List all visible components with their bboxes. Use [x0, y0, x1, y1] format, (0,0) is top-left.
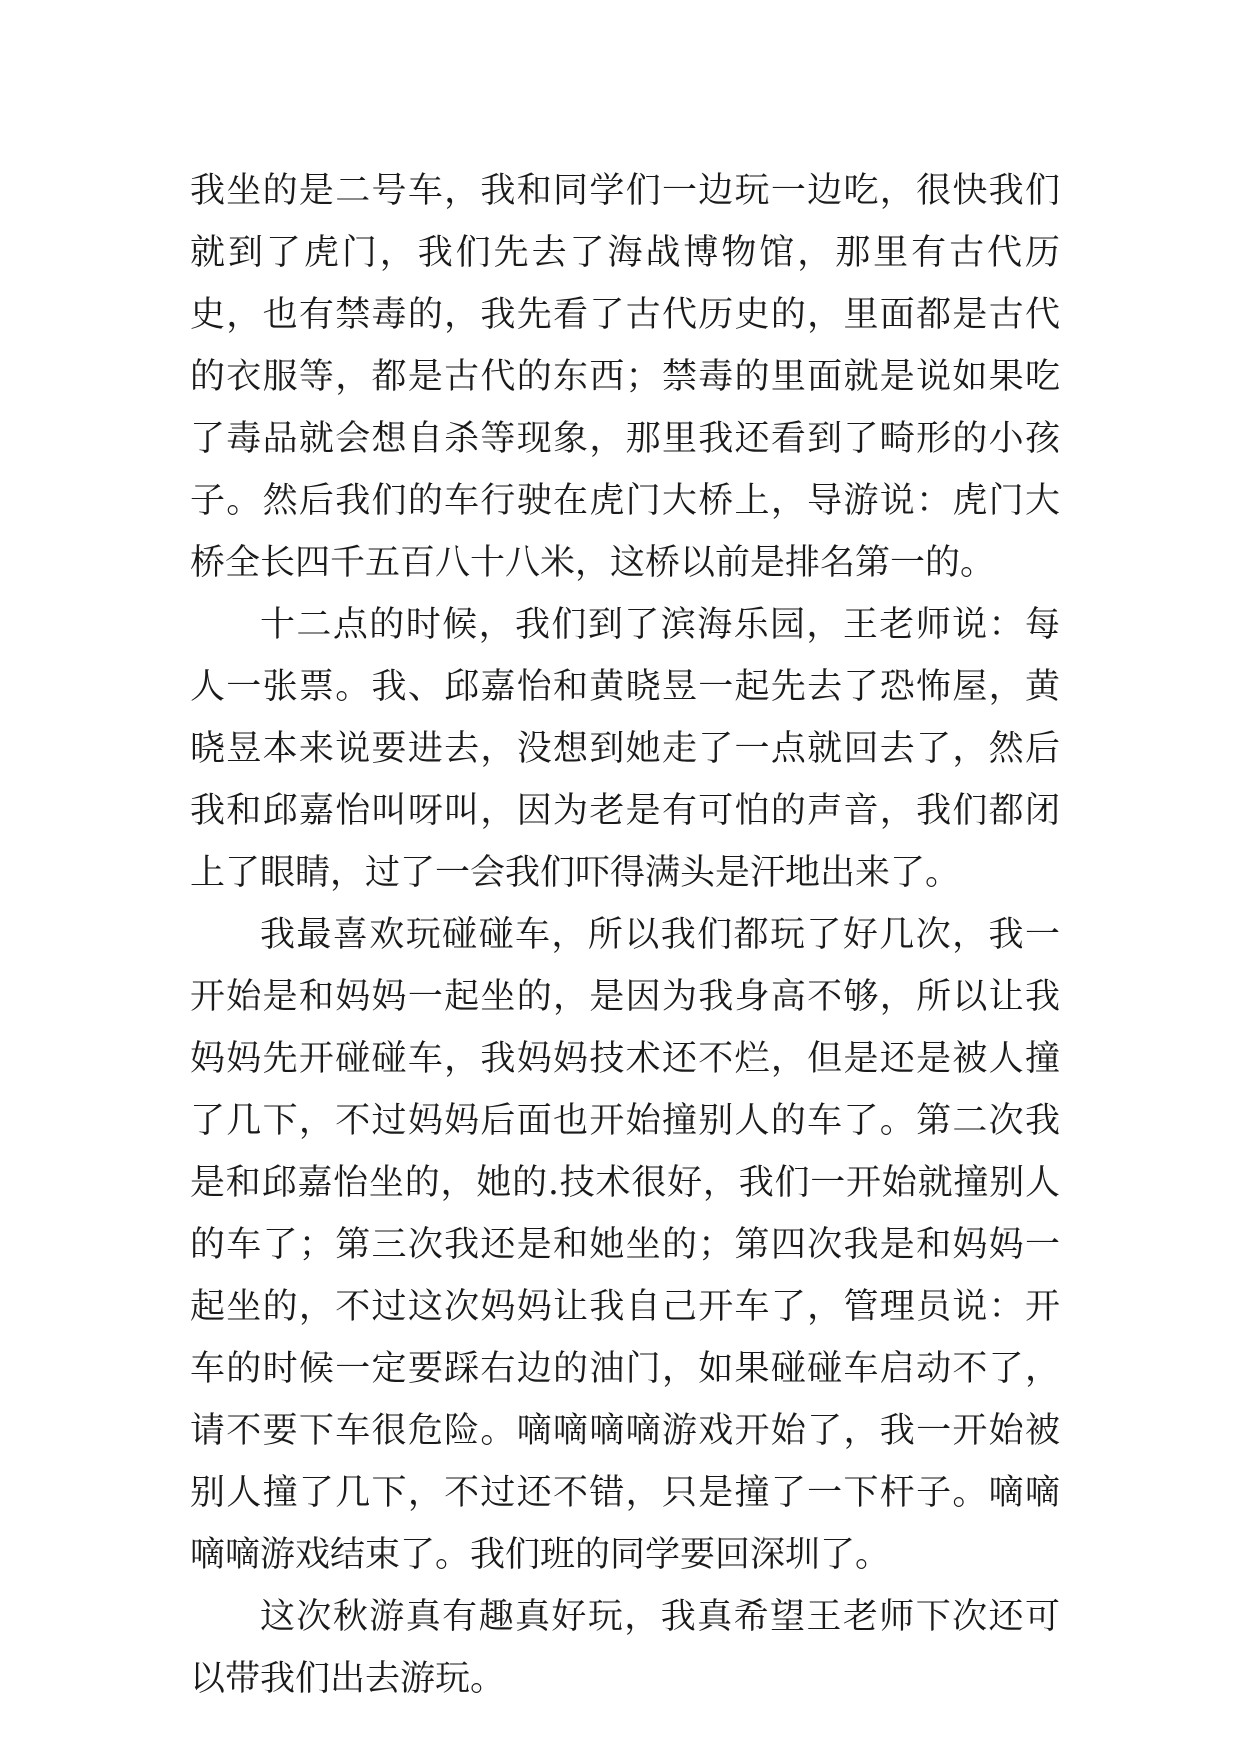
paragraph-2: 十二点的时候，我们到了滨海乐园，王老师说：每人一张票。我、邱嘉怡和黄晓昱一起先去了恐怖屋，黄晓昱本来说要进去，没想到她走了一点就回去了，然后我和邱嘉怡叫呀叫，因为老是有可怕的声音，我们都闭上了眼睛，过了一会我们吓得满头是汗地出来了。 — [190, 605, 1060, 893]
paragraph-1: 我坐的是二号车，我和同学们一边玩一边吃，很快我们就到了虎门，我们先去了海战博物馆，那里有古代历史，也有禁毒的，我先看了古代历史的，里面都是古代的衣服等，都是古代的东西；禁毒的里面就是说如果吃了毒品就会想自杀等现象，那里我还看到了畸形的小孩子。然后我们的车行驶在虎门大桥上，导游说：虎门大桥全长四千五百八十八米，这桥以前是排名第一的。 — [190, 171, 1060, 583]
paragraph-3: 我最喜欢玩碰碰车，所以我们都玩了好几次，我一开始是和妈妈一起坐的，是因为我身高不够，所以让我妈妈先开碰碰车，我妈妈技术还不烂，但是还是被人撞了几下，不过妈妈后面也开始撞别人的车了。第二次我是和邱嘉怡坐的，她的.技术很好，我们一开始就撞别人的车了；第三次我还是和她坐的；第四次我是和妈妈一起坐的，不过这次妈妈让我自己开车了，管理员说：开车的时候一定要踩右边的油门，如果碰碰车启动不了，请不要下车很危险。嘀嘀嘀嘀游戏开始了，我一开始被别人撞了几下，不过还不错，只是撞了一下杆子。嘀嘀嘀嘀游戏结束了。我们班的同学要回深圳了。 — [190, 915, 1060, 1575]
essay-body — [190, 160, 1060, 1710]
paragraph-4: 这次秋游真有趣真好玩，我真希望王老师下次还可以带我们出去游玩。 — [190, 1597, 1060, 1699]
